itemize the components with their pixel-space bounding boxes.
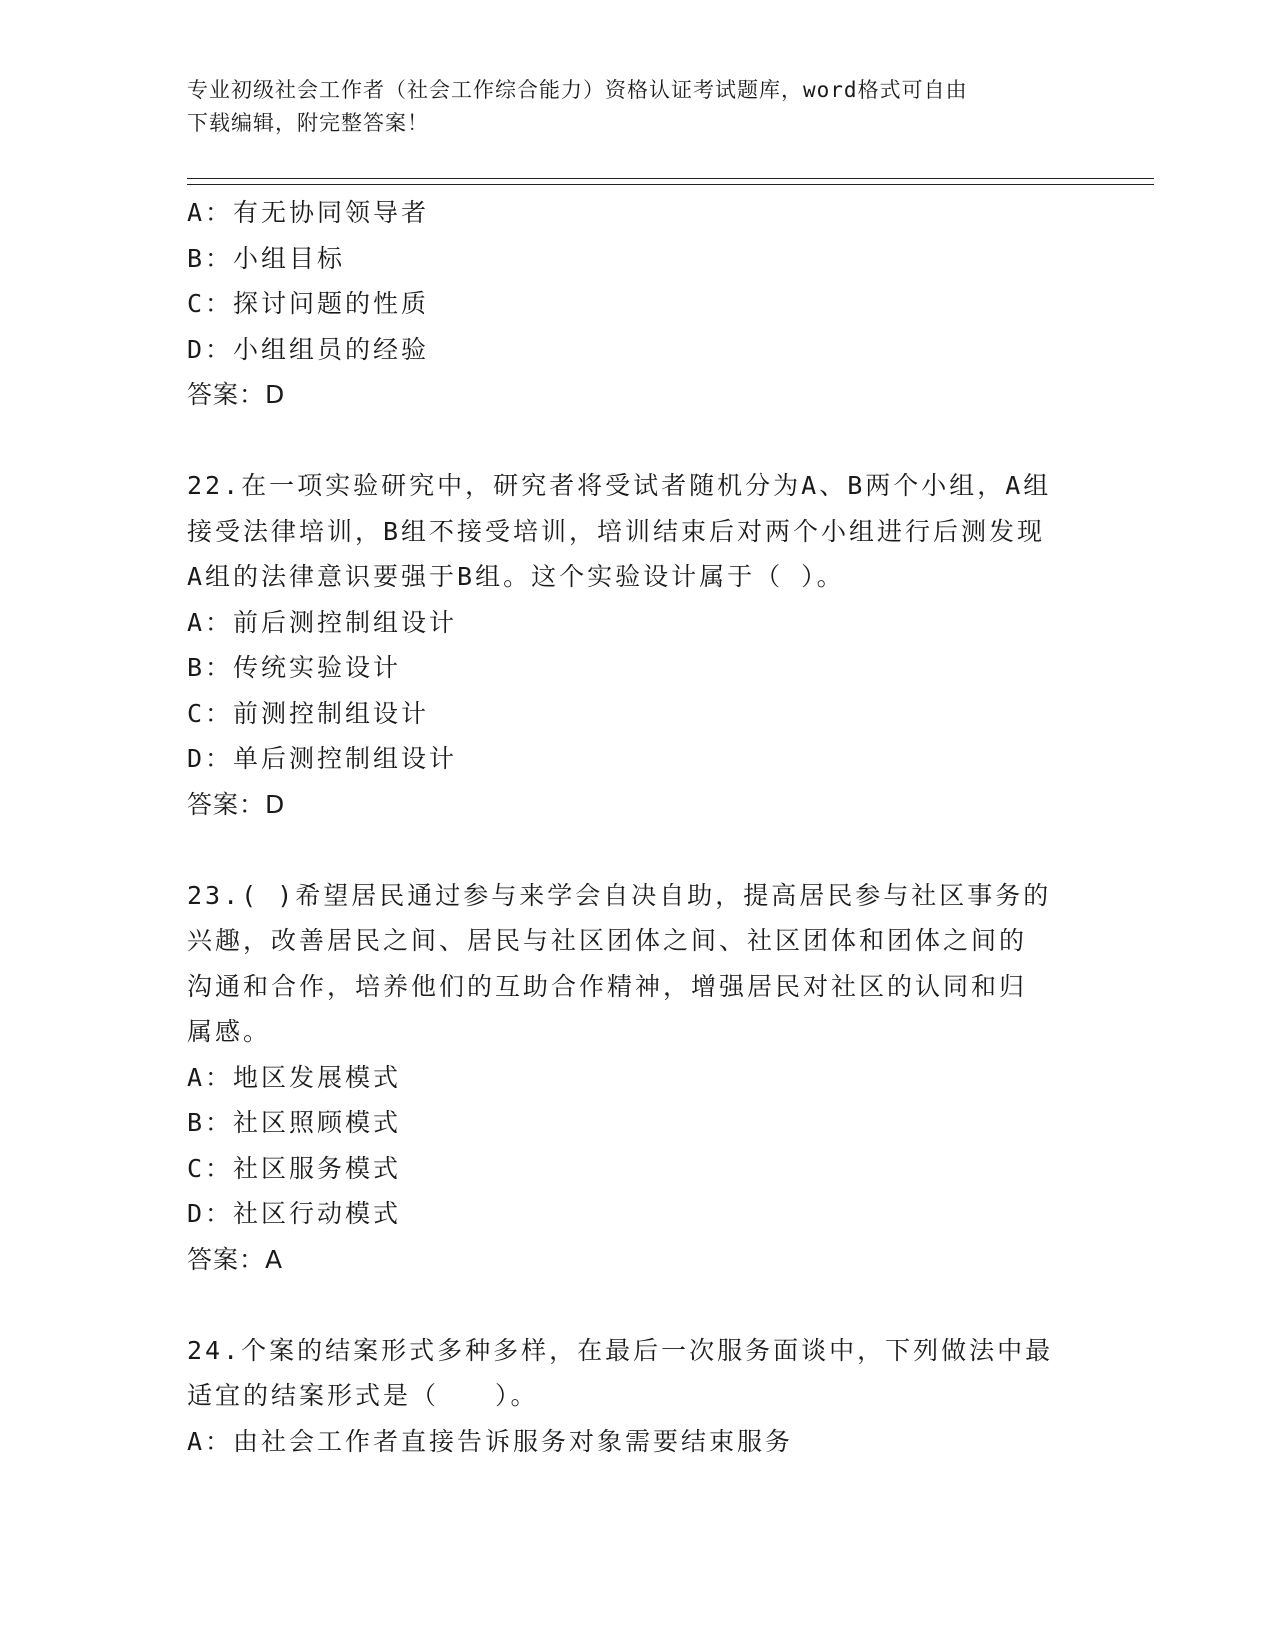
question-22 bbox=[187, 463, 1087, 827]
option-a: A：前后测控制组设计 bbox=[187, 607, 458, 637]
question-stem-line: A组的法律意识要强于B组。这个实验设计属于（ ）。 bbox=[187, 562, 845, 591]
option-b: B：传统实验设计 bbox=[187, 653, 402, 682]
answer: 答案：D bbox=[187, 380, 286, 409]
question-21 bbox=[187, 190, 1087, 418]
option-c: C：前测控制组设计 bbox=[187, 698, 430, 728]
document-header bbox=[187, 74, 1087, 140]
option-a: A：由社会工作者直接告诉服务对象需要结束服务 bbox=[187, 1426, 794, 1456]
option-c: C：探讨问题的性质 bbox=[187, 289, 430, 318]
question-stem-line: 22.在一项实验研究中，研究者将受试者随机分为A、B两个小组，A组 bbox=[187, 471, 1052, 500]
question-stem-line: 属感。 bbox=[187, 1017, 272, 1046]
question-stem-line: 接受法律培训，B组不接受培训，培训结束后对两个小组进行后测发现 bbox=[187, 516, 1046, 546]
option-d: D：单后测控制组设计 bbox=[187, 744, 458, 773]
question-24 bbox=[187, 1328, 1087, 1465]
option-b: B：小组目标 bbox=[187, 243, 346, 273]
option-a: A：地区发展模式 bbox=[187, 1062, 402, 1092]
option-d: D：小组组员的经验 bbox=[187, 334, 430, 364]
question-stem-line: 沟通和合作，培养他们的互助合作精神，增强居民对社区的认同和归 bbox=[187, 971, 1028, 1001]
option-d: D：社区行动模式 bbox=[187, 1199, 402, 1228]
header-divider bbox=[187, 178, 1154, 185]
option-b: B：社区照顾模式 bbox=[187, 1108, 402, 1137]
question-23 bbox=[187, 873, 1087, 1283]
question-stem-line: 23.( )希望居民通过参与来学会自决自助，提高居民参与社区事务的 bbox=[187, 880, 1052, 910]
answer: 答案：A bbox=[187, 1244, 284, 1274]
answer: 答案：D bbox=[187, 789, 286, 819]
question-content bbox=[187, 190, 1087, 1464]
option-a: A：有无协同领导者 bbox=[187, 198, 430, 227]
spacer bbox=[187, 827, 1087, 873]
header-line-1: 专业初级社会工作者（社会工作综合能力）资格认证考试题库，word格式可自由 bbox=[187, 78, 968, 102]
spacer bbox=[187, 418, 1087, 464]
option-c: C：社区服务模式 bbox=[187, 1153, 402, 1183]
spacer bbox=[187, 1282, 1087, 1328]
question-stem-line: 24.个案的结案形式多种多样，在最后一次服务面谈中，下列做法中最 bbox=[187, 1335, 1054, 1365]
question-stem-line: 适宜的结案形式是（ ）。 bbox=[187, 1381, 539, 1410]
header-line-2: 下载编辑，附完整答案！ bbox=[187, 111, 429, 135]
question-stem-line: 兴趣，改善居民之间、居民与社区团体之间、社区团体和团体之间的 bbox=[187, 926, 1028, 955]
